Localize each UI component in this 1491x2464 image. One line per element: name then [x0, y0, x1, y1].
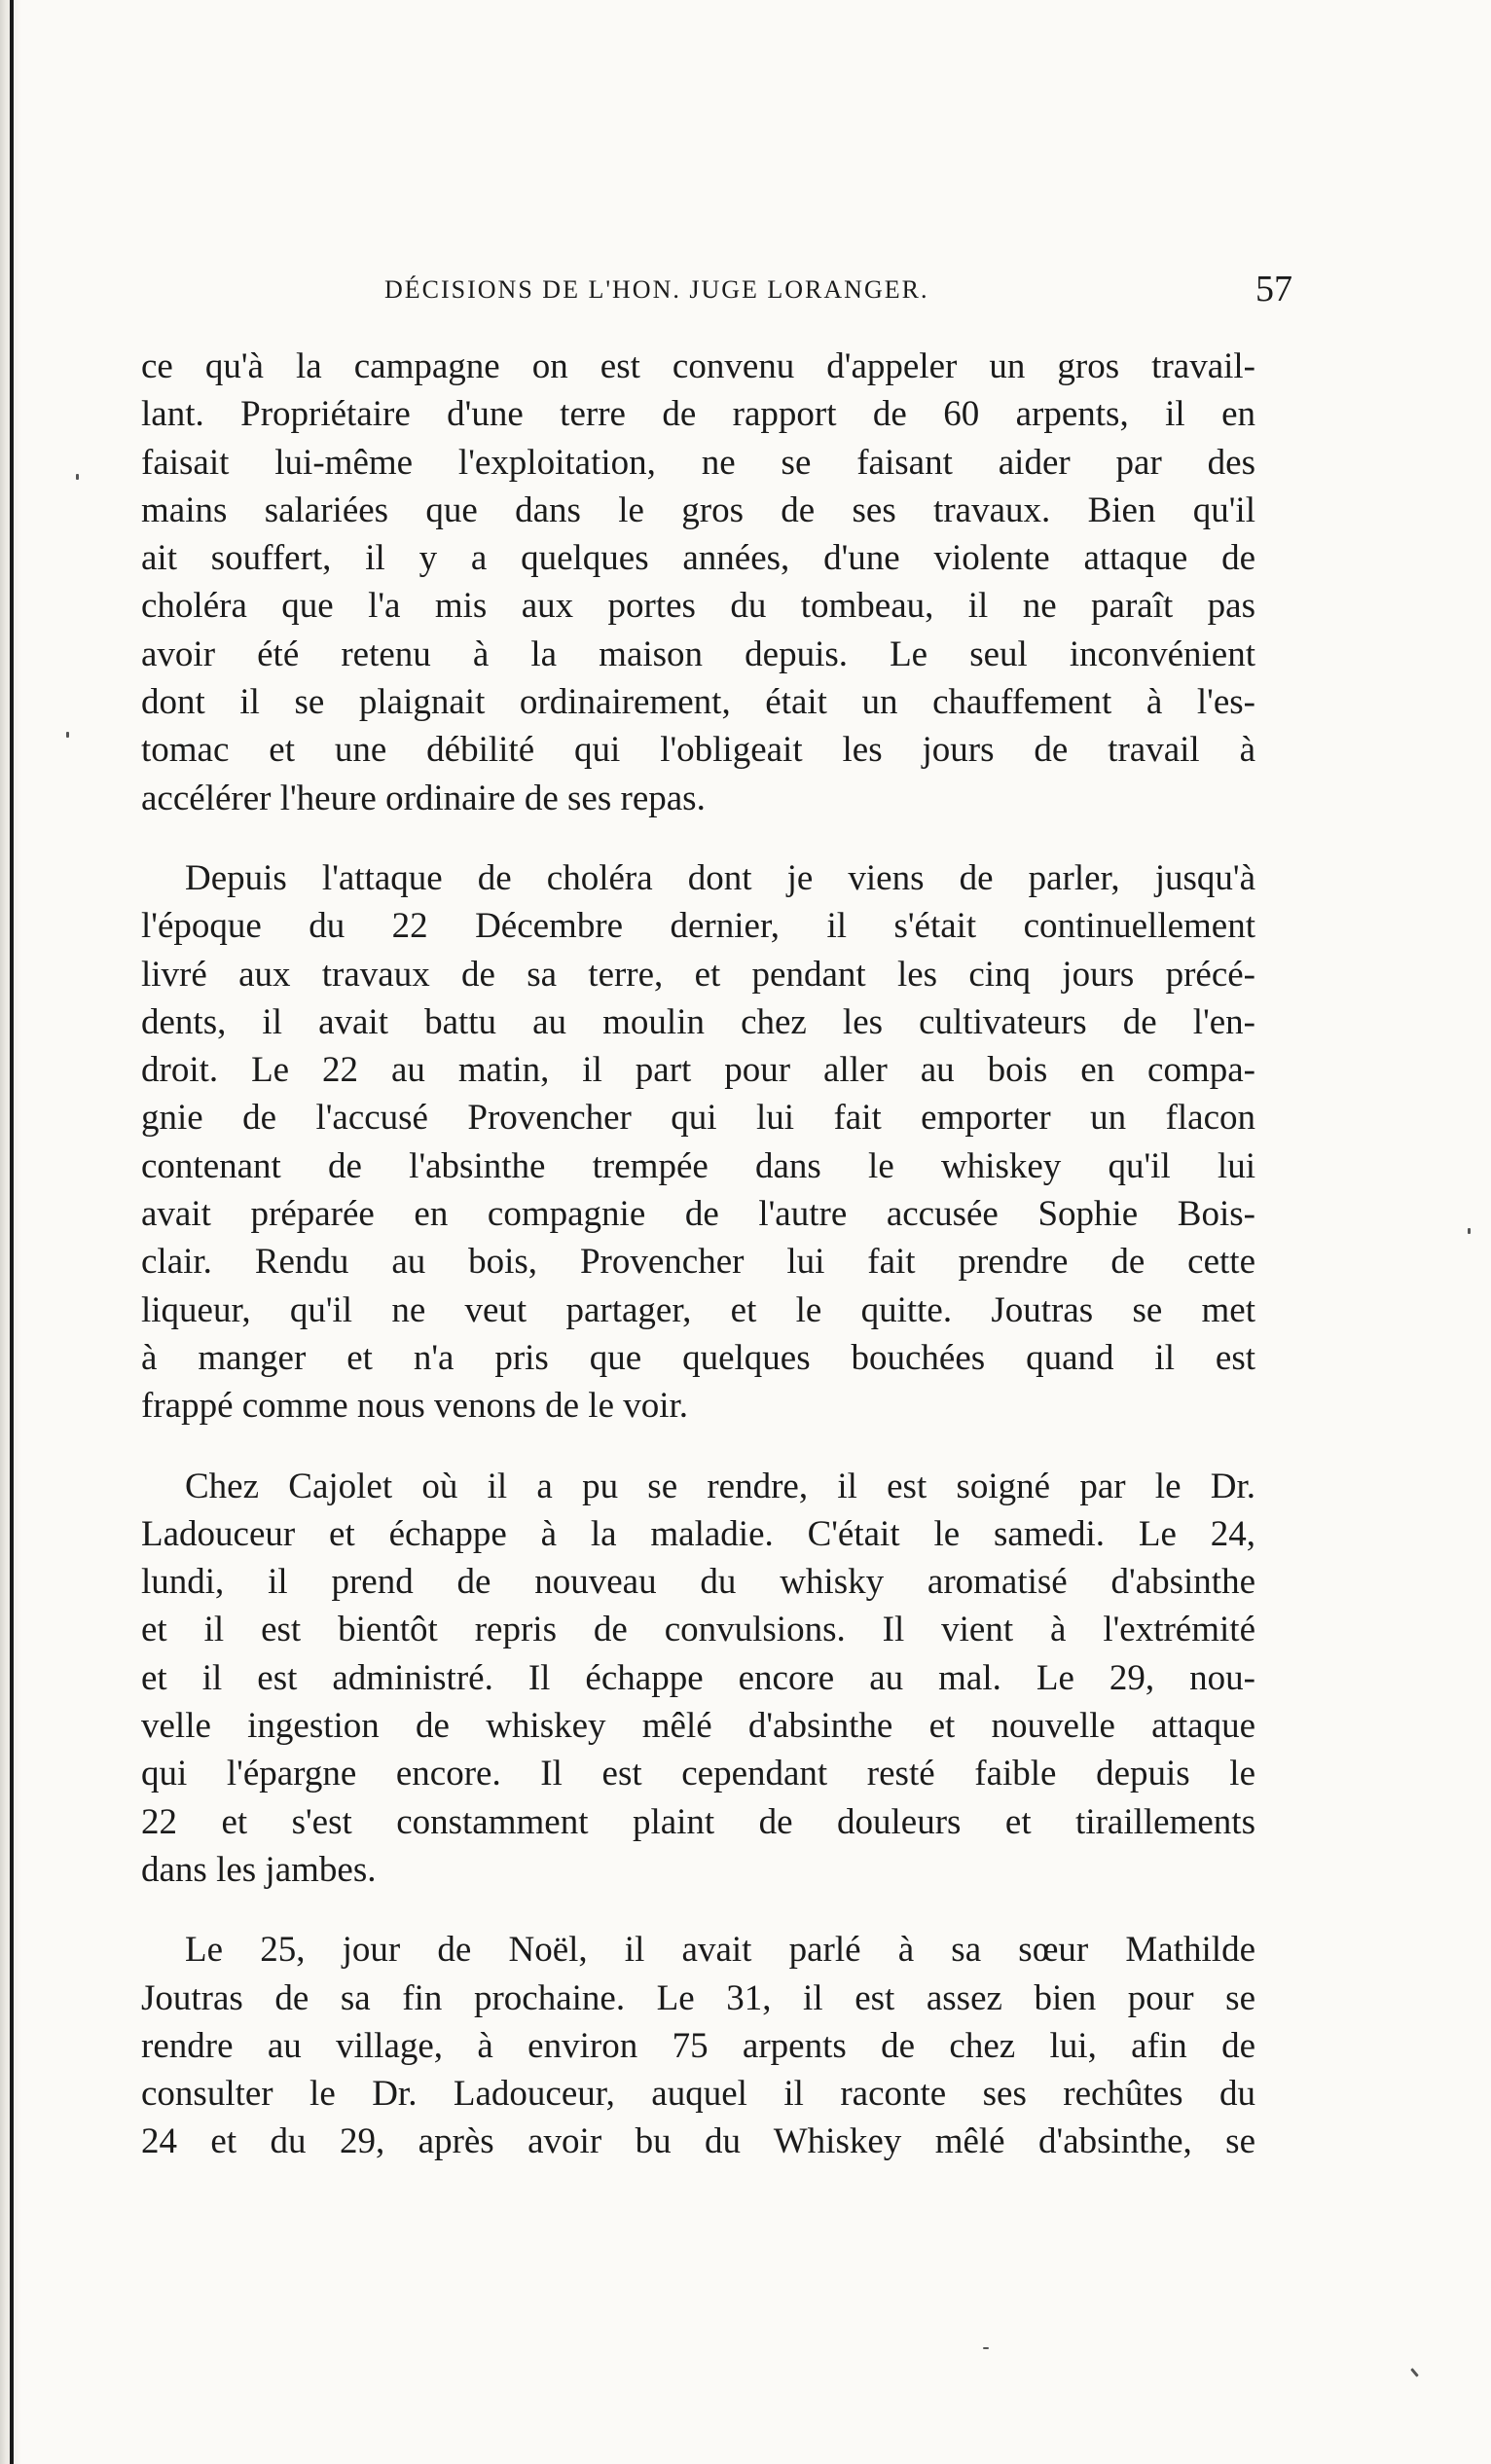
text-line: et il est bientôt repris de convulsions. Il vient à l'extrémité: [141, 1610, 1255, 1650]
text-line: clair. Rendu au bois, Provencher lui fait prendre de cette: [141, 1242, 1255, 1283]
text-line: droit. Le 22 au matin, il part pour aller au bois en compa-: [141, 1050, 1255, 1091]
text-line: dont il se plaignait ordinairement, était un chauffement à l'es-: [141, 682, 1255, 723]
text-line: accélérer l'heure ordinaire de ses repas.: [141, 778, 706, 818]
paragraph-2: [141, 854, 1255, 1431]
paper-speck: [1410, 2368, 1419, 2377]
text-line: 22 et s'est constamment plaint de douleurs et tiraillements: [141, 1801, 1255, 1842]
page-number: 57: [1255, 269, 1292, 309]
text-line: rendre au village, à environ 75 arpents de chez lui, afin de: [141, 2025, 1255, 2066]
text-line: liqueur, qu'il ne veut partager, et le quitte. Joutras se met: [141, 1289, 1255, 1330]
text-body: [141, 343, 1255, 2166]
text-line: lundi, il prend de nouveau du whisky aromatisé d'absinthe: [141, 1562, 1255, 1603]
text-line: Le 25, jour de Noël, il avait parlé à sa sœur Mathilde: [185, 1930, 1255, 1971]
text-line: Depuis l'attaque de choléra dont je viens de parler, jusqu'à: [185, 857, 1255, 898]
text-line: mains salariées que dans le gros de ses travaux. Bien qu'il: [141, 489, 1255, 530]
text-line: et il est administré. Il échappe encore au mal. Le 29, nou-: [141, 1657, 1255, 1698]
paper-speck: [1468, 1228, 1471, 1234]
text-line: avoir été retenu à la maison depuis. Le seul inconvénient: [141, 634, 1255, 674]
paper-speck: [983, 2347, 989, 2349]
paragraph-gap: [141, 1431, 1255, 1463]
text-line: tomac et une débilité qui l'obligeait les jours de travail à: [141, 730, 1255, 771]
paragraph-3: [141, 1463, 1255, 1895]
text-line: ce qu'à la campagne on est convenu d'appeler un gros travail-: [141, 346, 1255, 386]
paper-speck: [66, 732, 69, 738]
paper-speck: [76, 474, 79, 480]
text-line: ait souffert, il y a quelques années, d'une violente attaque de: [141, 538, 1255, 579]
running-head: DÉCISIONS DE L'HON. JUGE LORANGER.: [384, 275, 929, 304]
text-line: consulter le Dr. Ladouceur, auquel il raconte ses rechûtes du: [141, 2074, 1255, 2115]
text-line: Joutras de sa fin prochaine. Le 31, il est assez bien pour se: [141, 1977, 1255, 2018]
text-line: Ladouceur et échappe à la maladie. C'était le samedi. Le 24,: [141, 1513, 1255, 1554]
paragraph-gap: [141, 822, 1255, 854]
text-line: choléra que l'a mis aux portes du tombeau, il ne paraît pas: [141, 586, 1255, 627]
text-line: lant. Propriétaire d'une terre de rapport de 60 arpents, il en: [141, 394, 1255, 435]
text-line: 24 et du 29, après avoir bu du Whiskey mêlé d'absinthe, se: [141, 2121, 1255, 2162]
paragraph-gap: [141, 1894, 1255, 1926]
text-line: faisait lui-même l'exploitation, ne se faisant aider par des: [141, 442, 1255, 483]
text-line: à manger et n'a pris que quelques bouchées quand il est: [141, 1337, 1255, 1378]
text-line: frappé comme nous venons de le voir.: [141, 1386, 689, 1427]
text-line: qui l'épargne encore. Il est cependant resté faible depuis le: [141, 1754, 1255, 1794]
text-line: dans les jambes.: [141, 1849, 377, 1890]
text-line: gnie de l'accusé Provencher qui lui fait emporter un flacon: [141, 1098, 1255, 1139]
text-line: livré aux travaux de sa terre, et pendant les cinq jours précé-: [141, 954, 1255, 995]
text-line: velle ingestion de whiskey mêlé d'absinthe et nouvelle attaque: [141, 1706, 1255, 1747]
page-binding-line: [10, 0, 14, 2464]
paragraph-4: [141, 1926, 1255, 2165]
paragraph-1: [141, 343, 1255, 822]
text-line: dents, il avait battu au moulin chez les cultivateurs de l'en-: [141, 1001, 1255, 1042]
text-line: contenant de l'absinthe trempée dans le whiskey qu'il lui: [141, 1145, 1255, 1186]
text-line: avait préparée en compagnie de l'autre accusée Sophie Bois-: [141, 1194, 1255, 1235]
text-line: l'époque du 22 Décembre dernier, il s'était continuellement: [141, 906, 1255, 947]
text-line: Chez Cajolet où il a pu se rendre, il est soigné par le Dr.: [185, 1466, 1255, 1506]
